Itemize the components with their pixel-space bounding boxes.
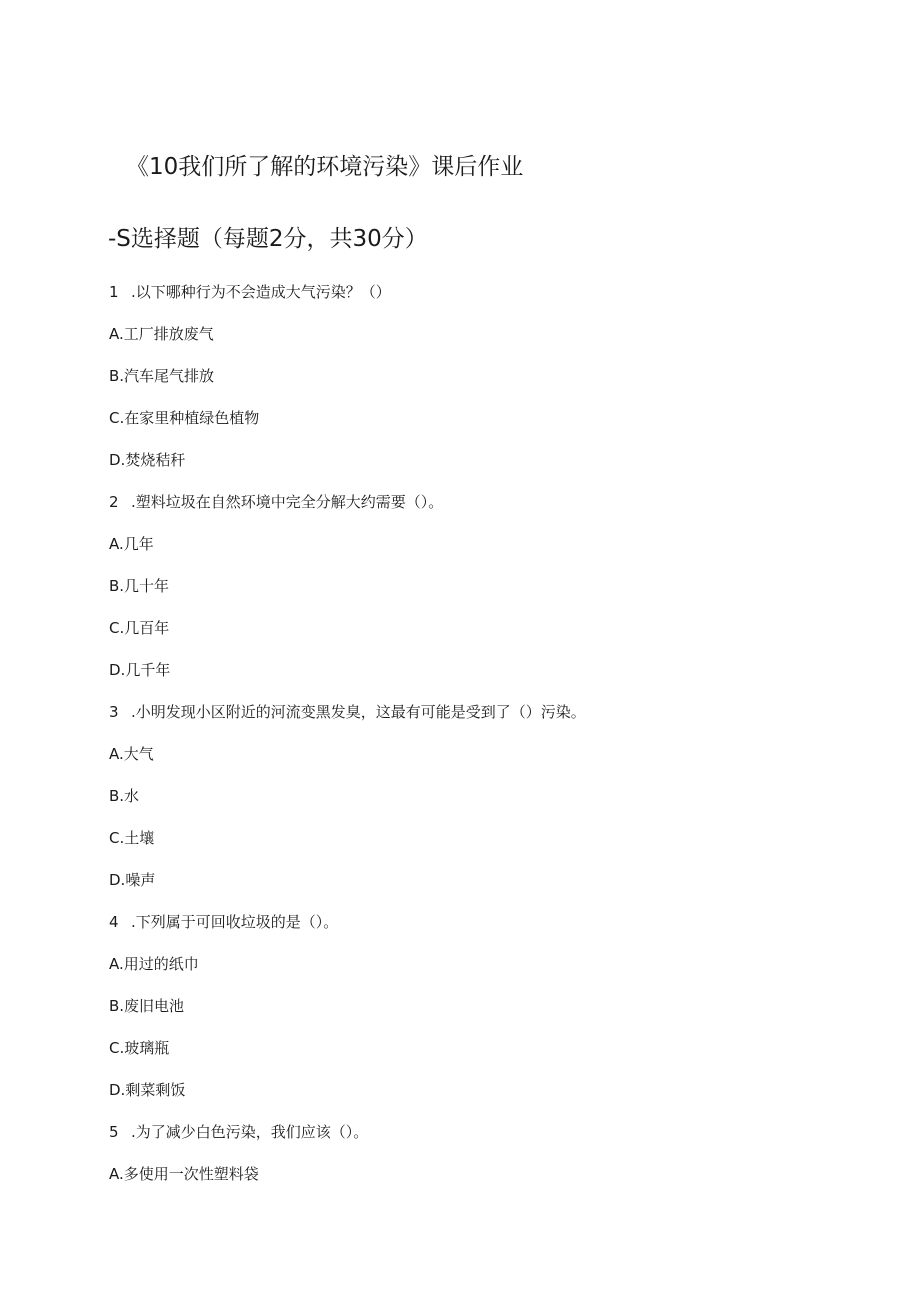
question-stem [109, 698, 869, 740]
option-d: D.焚烧秸秆 [109, 451, 186, 469]
question-number: 4 [109, 913, 119, 931]
option-a: A.用过的纸巾 [109, 955, 199, 973]
question-stem [109, 1118, 869, 1160]
option-c: C.在家里种植绿色植物 [109, 409, 260, 427]
option-b: B.废旧电池 [109, 997, 185, 1015]
option-c: C.土壤 [109, 829, 155, 847]
question-list [109, 278, 869, 1202]
question-text: .塑料垃圾在自然环境中完全分解大约需要（）。 [131, 493, 444, 511]
option-b: B.水 [109, 787, 140, 805]
question-stem [109, 908, 869, 950]
option-d: D.剩菜剩饭 [109, 1081, 186, 1099]
option-b: B.汽车尾气排放 [109, 367, 215, 385]
question-text: .以下哪种行为不会造成大气污染？（） [131, 283, 391, 301]
option-a: A.工厂排放废气 [109, 325, 214, 343]
question-text: .下列属于可回收垃圾的是（）。 [131, 913, 339, 931]
option-a: A.大气 [109, 745, 154, 763]
question-text: .为了减少白色污染，我们应该（）。 [131, 1123, 369, 1141]
option-c: C.玻璃瓶 [109, 1039, 170, 1057]
question-number: 5 [109, 1123, 119, 1141]
document-title: 《10我们所了解的环境污染》课后作业 [126, 154, 524, 180]
question-text: .小明发现小区附近的河流变黑发臭，这最有可能是受到了（）污染。 [131, 703, 586, 721]
question-number: 3 [109, 703, 119, 721]
question-number: 2 [109, 493, 119, 511]
question-number: 1 [109, 283, 119, 301]
option-a: A.几年 [109, 535, 154, 553]
option-b: B.几十年 [109, 577, 170, 595]
option-d: D.几千年 [109, 661, 171, 679]
option-a: A.多使用一次性塑料袋 [109, 1165, 259, 1183]
question-stem [109, 488, 869, 530]
section-heading: -S选择题（每题2分，共30分） [108, 226, 428, 252]
question-stem [109, 278, 869, 320]
option-d: D.噪声 [109, 871, 156, 889]
option-c: C.几百年 [109, 619, 170, 637]
